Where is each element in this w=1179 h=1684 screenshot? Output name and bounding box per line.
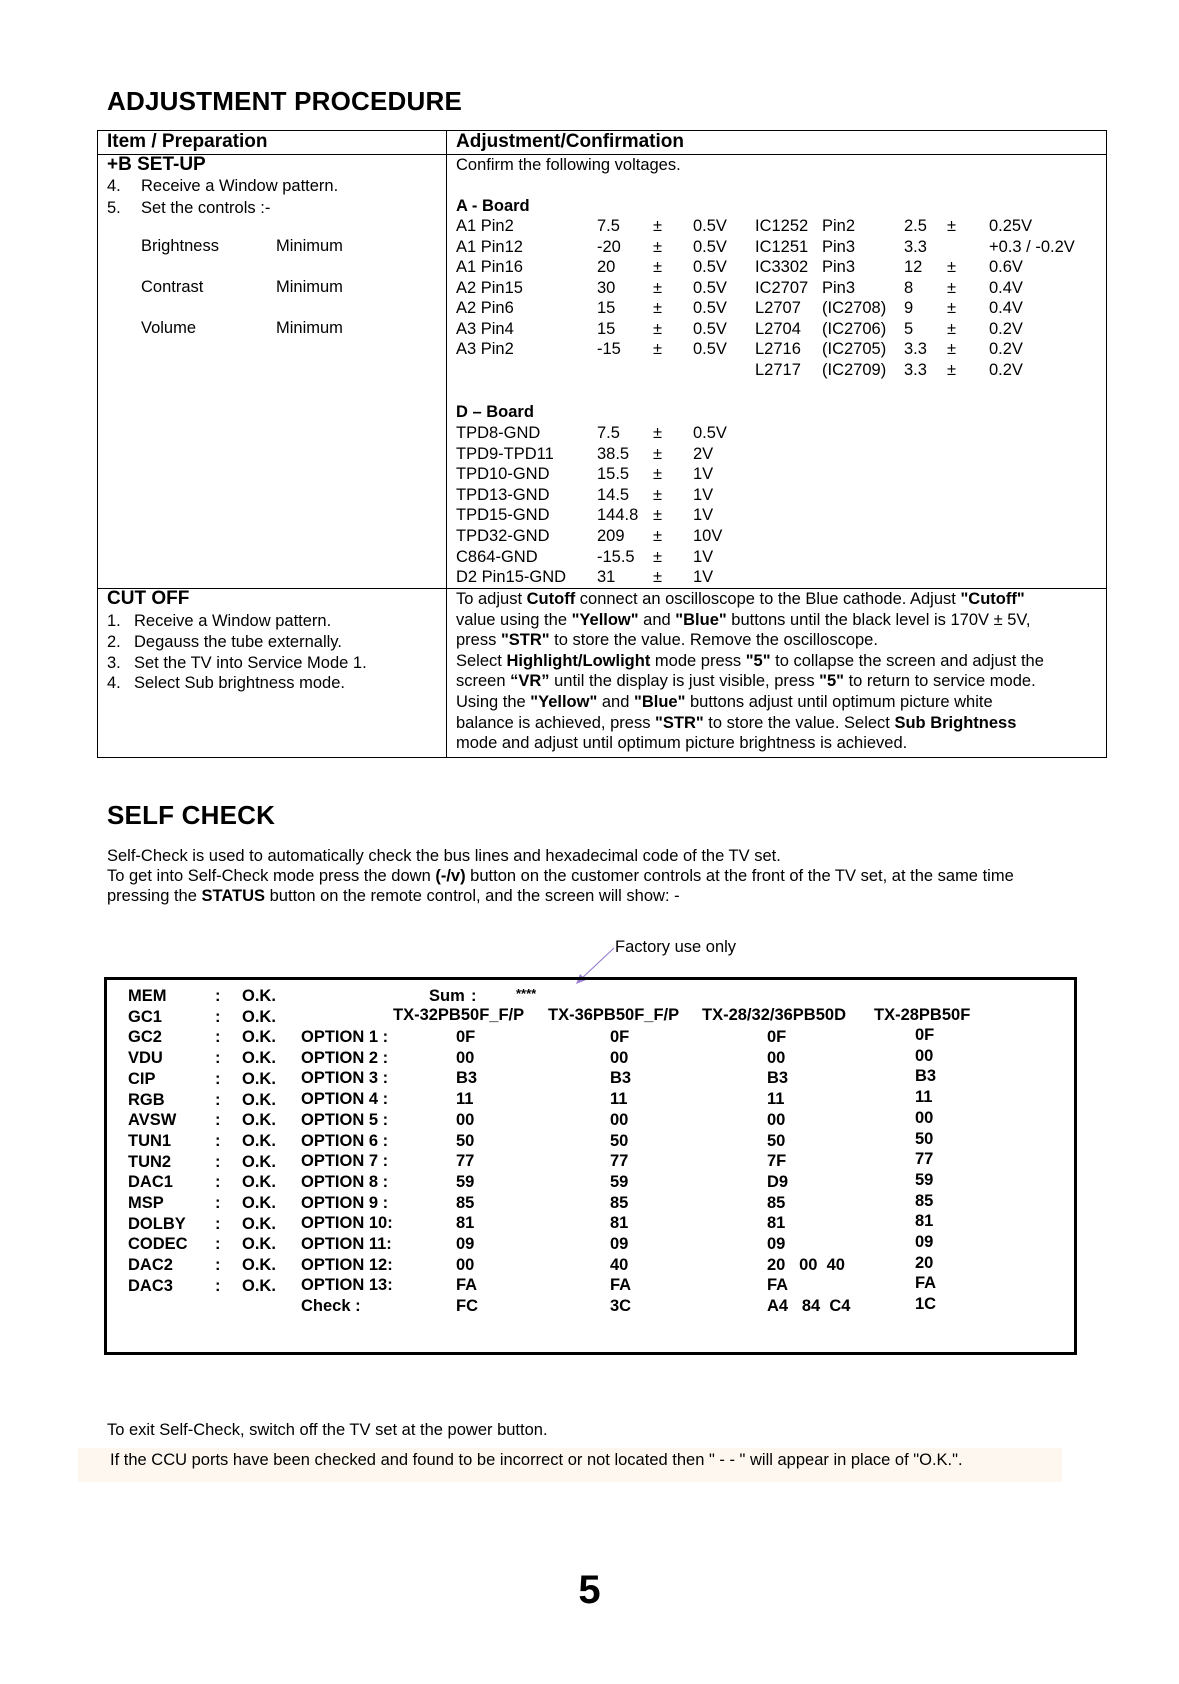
a-board-cell: ±: [653, 237, 663, 256]
option-label: OPTION 10:: [301, 1214, 393, 1233]
option-value: FA: [456, 1276, 478, 1295]
a-board-cell: 12: [904, 258, 923, 276]
adjustment-table: [97, 130, 1107, 758]
control-name: Contrast: [141, 278, 204, 296]
option-value: 50: [915, 1129, 934, 1148]
bus-name: CIP: [128, 1069, 156, 1088]
option-label: OPTION 13:: [301, 1276, 393, 1295]
body-text: to store the value. Remove the oscilloscope.: [549, 631, 878, 650]
d-board-cell: C864-GND: [456, 547, 538, 566]
control-value: Minimum: [276, 319, 343, 337]
d-board-cell: 38.5: [597, 444, 630, 463]
bus-status: O.K.: [242, 1090, 276, 1109]
a-board-cell: 7.5: [597, 217, 620, 235]
option-value: 09: [915, 1233, 934, 1251]
a-board-cell: A1 Pin12: [456, 237, 523, 256]
option-value: 59: [610, 1172, 629, 1191]
a-board-cell: Pin3: [822, 278, 856, 297]
option-value: 09: [456, 1235, 475, 1253]
option-value: 00: [456, 1110, 475, 1129]
page-number: 5: [578, 1568, 601, 1612]
bus-colon: :: [215, 1173, 221, 1192]
body-text: Select: [456, 651, 507, 670]
a-board-cell: ±: [947, 217, 957, 235]
a-board-cell: 3.3: [904, 360, 927, 379]
option-value: 81: [915, 1212, 934, 1231]
a-board-cell: -20: [597, 237, 621, 256]
step-text: Receive a Window pattern.: [141, 177, 339, 195]
a-board-cell: ±: [653, 319, 663, 338]
step-number: 3.: [107, 653, 121, 672]
step-number: 5.: [107, 199, 121, 217]
a-board-cell: L2717: [755, 360, 801, 379]
option-label: OPTION 4 :: [301, 1090, 389, 1109]
d-board-cell: TPD9-TPD11: [456, 444, 554, 463]
body-text: Using the: [456, 693, 531, 711]
emphasis-text: “VR”: [510, 672, 550, 691]
a-board-cell: 0.5V: [693, 258, 727, 276]
a-board-cell: 0.5V: [693, 217, 727, 235]
body-text: To adjust: [456, 590, 527, 608]
d-board-cell: TPD10-GND: [456, 465, 550, 484]
option-label: OPTION 2 :: [301, 1048, 389, 1067]
a-board-cell: +0.3 / -0.2V: [989, 237, 1075, 256]
bus-colon: :: [215, 987, 221, 1005]
a-board-cell: IC2707: [755, 278, 809, 297]
d-board-cell: ±: [653, 444, 663, 463]
step-number: 1.: [107, 612, 121, 630]
a-board-cell: ±: [947, 319, 957, 338]
a-board-cell: 15: [597, 299, 616, 317]
option-value: FA: [915, 1274, 937, 1293]
option-value: 00: [610, 1110, 629, 1129]
bus-name: MSP: [128, 1194, 164, 1212]
a-board-cell: 0.5V: [693, 319, 727, 338]
column-header-item: Item / Preparation: [107, 131, 268, 152]
bus-status: O.K.: [242, 1276, 276, 1295]
d-board-cell: 10V: [693, 527, 723, 545]
a-board-cell: 9: [904, 299, 914, 317]
sum-value: ****: [516, 986, 537, 1001]
cutoff-line: [456, 692, 993, 712]
a-board-cell: A3 Pin2: [456, 340, 514, 358]
option-value: 0F: [456, 1028, 476, 1046]
bus-name: TUN1: [128, 1131, 172, 1150]
bus-name: GC2: [128, 1028, 162, 1047]
d-board-cell: ±: [653, 547, 663, 566]
bus-colon: :: [215, 1276, 221, 1295]
d-board-cell: ±: [653, 465, 663, 484]
a-board-cell: A2 Pin15: [456, 278, 523, 297]
a-board-cell: ±: [947, 360, 957, 379]
bus-name: TUN2: [128, 1152, 172, 1171]
a-board-cell: 2.5: [904, 217, 927, 235]
emphasis-text: "STR": [655, 713, 704, 732]
option-value: 09: [767, 1235, 786, 1253]
cutoff-line: [456, 713, 1016, 733]
a-board-cell: ±: [653, 217, 663, 235]
bus-name: DAC3: [128, 1276, 173, 1295]
a-board-cell: A3 Pin4: [456, 319, 514, 338]
option-value: 00: [767, 1110, 786, 1129]
d-board-cell: 7.5: [597, 424, 620, 442]
d-board-cell: 1V: [693, 547, 714, 566]
intro-line-2: To get into Self-Check mode press the down (-/v) button on the customer controls at the front of the TV set, at the same time: [107, 867, 1014, 885]
bus-colon: :: [215, 1049, 221, 1068]
bus-colon: :: [215, 1152, 221, 1171]
model-header: TX-28PB50F: [874, 1006, 971, 1024]
a-board-cell: Pin2: [822, 217, 856, 235]
body-text: screen: [456, 672, 511, 691]
bus-name: RGB: [128, 1090, 165, 1109]
a-board-cell: (IC2709): [822, 360, 887, 379]
emphasis-text: Sub Brightness: [894, 713, 1017, 732]
option-value: B3: [456, 1069, 478, 1088]
a-board-cell: 0.25V: [989, 217, 1033, 235]
bus-colon: :: [215, 1090, 221, 1109]
model-header: TX-32PB50F_F/P: [393, 1006, 525, 1024]
option-value: 3C: [610, 1297, 632, 1316]
option-value: 85: [456, 1193, 475, 1212]
d-board-cell: ±: [653, 424, 663, 442]
option-value: 0F: [767, 1028, 787, 1046]
option-value: A4 84 C4: [767, 1297, 851, 1316]
a-board-cell: IC3302: [755, 258, 809, 276]
option-label: OPTION 12:: [301, 1255, 393, 1274]
d-board-cell: 15.5: [597, 465, 630, 484]
bus-status: O.K.: [242, 1028, 276, 1047]
d-board-cell: ±: [653, 527, 663, 545]
option-value: 81: [767, 1214, 786, 1233]
bus-name: DAC1: [128, 1173, 173, 1192]
a-board-cell: 0.5V: [693, 340, 727, 358]
bus-colon: :: [215, 1194, 221, 1212]
emphasis-text: "5": [819, 672, 844, 691]
body-text: until the display is just visible, press: [549, 672, 820, 691]
option-label: OPTION 11:: [301, 1235, 392, 1253]
option-label: OPTION 9 :: [301, 1193, 389, 1212]
d-board-cell: TPD15-GND: [456, 506, 550, 525]
option-value: 00: [915, 1046, 934, 1065]
a-board-cell: ±: [653, 258, 663, 276]
a-board-cell: 0.5V: [693, 278, 727, 297]
bus-status: O.K.: [242, 1235, 276, 1254]
intro-line-1: Self-Check is used to automatically check the bus lines and hexadecimal code of the TV set.: [107, 847, 781, 865]
bus-name: GC1: [128, 1007, 162, 1026]
cutoff-line: [456, 610, 1031, 630]
d-board-cell: 1V: [693, 485, 714, 504]
option-label: OPTION 5 :: [301, 1110, 389, 1129]
a-board-cell: 8: [904, 278, 914, 297]
cutoff-heading: CUT OFF: [107, 588, 190, 609]
d-board-cell: TPD13-GND: [456, 485, 550, 504]
bus-status: O.K.: [242, 1214, 276, 1233]
cutoff-line: [456, 589, 1025, 609]
exit-note: To exit Self-Check, switch off the TV set at the power button.: [107, 1421, 548, 1439]
body-text: mode press: [650, 651, 746, 670]
option-label: Check :: [301, 1297, 361, 1316]
a-board-cell: ±: [947, 299, 957, 317]
a-board-cell: A2 Pin6: [456, 299, 514, 317]
bus-colon: :: [215, 1069, 221, 1088]
option-label: OPTION 7 :: [301, 1152, 389, 1171]
control-name: Volume: [141, 319, 197, 337]
d-board-cell: TPD8-GND: [456, 424, 541, 442]
option-value: 00: [456, 1048, 475, 1067]
body-text: press: [456, 631, 501, 650]
emphasis-text: "Blue": [675, 610, 727, 629]
step-text: Degauss the tube externally.: [134, 632, 342, 651]
a-board-cell: 0.4V: [989, 299, 1023, 317]
a-board-cell: (IC2706): [822, 319, 887, 338]
a-board-cell: 30: [597, 278, 616, 297]
column-divider: [446, 131, 447, 757]
a-board-cell: (IC2708): [822, 299, 887, 317]
d-board-cell: ±: [653, 485, 663, 504]
bus-name: DOLBY: [128, 1214, 186, 1233]
bus-colon: :: [215, 1111, 221, 1130]
option-value: 0F: [610, 1028, 630, 1046]
emphasis-text: "Yellow": [571, 610, 639, 629]
control-value: Minimum: [276, 278, 343, 296]
a-board-cell: L2707: [755, 299, 801, 317]
option-value: 59: [456, 1172, 475, 1191]
option-value: 59: [915, 1170, 934, 1189]
self-check-screen: [104, 977, 1077, 1355]
bus-colon: :: [215, 1007, 221, 1026]
a-board-cell: 0.5V: [693, 299, 727, 317]
cutoff-line: [456, 671, 1036, 691]
a-board-cell: (IC2705): [822, 340, 887, 358]
body-text: balance is achieved, press: [456, 713, 656, 732]
a-board-cell: ±: [653, 278, 663, 297]
a-board-cell: ±: [947, 278, 957, 297]
a-board-cell: 0.5V: [693, 237, 727, 256]
a-board-cell: ±: [947, 258, 957, 276]
emphasis-text: "5": [745, 651, 771, 670]
body-text: to store the value. Select: [703, 713, 895, 732]
option-value: 50: [767, 1131, 786, 1150]
body-text: buttons until the black level is 170V ± 5V,: [726, 610, 1031, 629]
bus-colon: :: [215, 1256, 221, 1275]
model-header: TX-36PB50F_F/P: [548, 1006, 680, 1024]
body-text: value using the: [456, 610, 572, 629]
a-board-cell: L2716: [755, 340, 801, 358]
intro-line-3: pressing the STATUS button on the remote control, and the screen will show: -: [107, 887, 680, 905]
bus-name: AVSW: [128, 1111, 177, 1130]
emphasis-text: "Yellow": [530, 693, 598, 711]
step-text: Receive a Window pattern.: [134, 612, 332, 630]
option-value: 11: [767, 1090, 785, 1109]
option-value: B3: [610, 1069, 632, 1088]
bus-status: O.K.: [242, 1007, 276, 1026]
d-board-cell: 1V: [693, 506, 714, 525]
d-board-cell: ±: [653, 568, 663, 587]
bus-status: O.K.: [242, 1049, 276, 1068]
option-value: 50: [456, 1131, 475, 1150]
option-value: 77: [610, 1152, 629, 1171]
step-text: Select Sub brightness mode.: [134, 674, 345, 693]
a-board-cell: A1 Pin2: [456, 217, 514, 235]
ccu-note: If the CCU ports have been checked and found to be incorrect or not located then " - - " will appear in place of "O.K.".: [110, 1451, 963, 1469]
bus-colon: :: [215, 1214, 221, 1233]
d-board-cell: 144.8: [597, 506, 639, 525]
control-value: Minimum: [276, 237, 343, 255]
step-number: 4.: [107, 674, 121, 693]
self-check-title: SELF CHECK: [107, 800, 276, 830]
option-value: 7F: [767, 1152, 787, 1171]
step-number: 4.: [107, 177, 121, 195]
a-board-cell: Pin3: [822, 237, 856, 256]
bus-status: O.K.: [242, 1131, 276, 1150]
a-board-cell: A1 Pin16: [456, 258, 523, 276]
model-header: TX-28/32/36PB50D: [702, 1006, 846, 1024]
a-board-cell: -15: [597, 340, 621, 358]
bus-status: O.K.: [242, 1152, 276, 1171]
a-board-cell: 3.3: [904, 237, 927, 256]
body-text: connect an oscilloscope to the Blue cathode. Adjust: [575, 590, 961, 608]
bus-status: O.K.: [242, 1111, 276, 1130]
a-board-cell: ±: [653, 340, 663, 358]
bus-colon: :: [215, 1131, 221, 1150]
option-value: 85: [610, 1193, 629, 1212]
bus-name: VDU: [128, 1049, 163, 1068]
option-value: 85: [767, 1193, 786, 1212]
option-value: FA: [767, 1276, 789, 1295]
body-text: and: [638, 610, 676, 629]
option-value: 81: [456, 1214, 475, 1233]
d-board-heading: D – Board: [456, 403, 534, 421]
a-board-cell: Pin3: [822, 258, 856, 276]
option-value: 00: [767, 1048, 786, 1067]
control-name: Brightness: [141, 237, 219, 255]
a-board-cell: 5: [904, 319, 914, 338]
d-board-cell: 14.5: [597, 485, 630, 504]
option-value: 11: [456, 1090, 474, 1109]
bset-heading: +B SET-UP: [107, 154, 206, 175]
body-text: to return to service mode.: [843, 672, 1036, 691]
option-value: 00: [915, 1108, 934, 1127]
a-board-cell: 0.6V: [989, 258, 1023, 276]
d-board-cell: 31: [597, 568, 616, 587]
option-value: 20 00 40: [767, 1255, 845, 1274]
option-value: 40: [610, 1255, 629, 1274]
option-value: FA: [610, 1276, 632, 1295]
cutoff-line: [456, 733, 907, 753]
a-board-cell: ±: [653, 299, 663, 317]
option-label: OPTION 8 :: [301, 1172, 389, 1191]
option-value: 85: [915, 1191, 934, 1210]
option-value: FC: [456, 1297, 478, 1316]
option-value: 00: [610, 1048, 629, 1067]
a-board-cell: 0.4V: [989, 278, 1023, 297]
step-text: Set the TV into Service Mode 1.: [134, 653, 367, 672]
bus-status: O.K.: [242, 1069, 276, 1088]
a-board-cell: L2704: [755, 319, 801, 338]
bus-colon: :: [215, 1235, 221, 1254]
option-value: 81: [610, 1214, 629, 1233]
column-header-adjustment: Adjustment/Confirmation: [456, 131, 684, 152]
factory-use-note: Factory use only: [615, 938, 737, 956]
d-board-cell: D2 Pin15-GND: [456, 568, 567, 587]
option-value: 77: [915, 1150, 934, 1169]
option-label: OPTION 1 :: [301, 1028, 389, 1046]
emphasis-text: Highlight/Lowlight: [506, 651, 651, 670]
emphasis-text: "Cutoff": [960, 590, 1025, 608]
option-value: D9: [767, 1172, 789, 1191]
option-value: 77: [456, 1152, 475, 1171]
sum-label: Sum: [429, 987, 465, 1005]
d-board-cell: 209: [597, 527, 625, 545]
bus-name: DAC2: [128, 1256, 173, 1275]
d-board-cell: 1V: [693, 465, 714, 484]
d-board-cell: -15.5: [597, 547, 635, 566]
d-board-cell: 1V: [693, 568, 714, 587]
body-text: to collapse the screen and adjust the: [770, 651, 1044, 670]
option-value: B3: [767, 1069, 789, 1088]
option-value: 11: [915, 1088, 933, 1107]
option-value: 50: [610, 1131, 629, 1150]
step-number: 2.: [107, 632, 121, 651]
a-board-cell: 0.2V: [989, 319, 1023, 338]
a-board-cell: ±: [947, 340, 957, 358]
bus-status: O.K.: [242, 1173, 276, 1192]
d-board-cell: ±: [653, 506, 663, 525]
option-value: 11: [610, 1090, 628, 1109]
bus-colon: :: [215, 1028, 221, 1047]
bus-status: O.K.: [242, 1194, 276, 1212]
a-board-heading: A - Board: [456, 197, 530, 215]
emphasis-text: Cutoff: [526, 590, 576, 608]
body-text: mode and adjust until optimum picture brightness is achieved.: [456, 734, 908, 753]
cutoff-line: [456, 630, 878, 650]
a-board-cell: IC1252: [755, 217, 809, 235]
body-text: buttons adjust until optimum picture white: [685, 693, 993, 711]
option-label: OPTION 6 :: [301, 1131, 389, 1150]
bus-name: CODEC: [128, 1235, 188, 1254]
option-value: 20: [915, 1253, 934, 1272]
a-board-cell: 0.2V: [989, 360, 1023, 379]
bus-status: O.K.: [242, 987, 276, 1005]
adjustment-title: ADJUSTMENT PROCEDURE: [107, 86, 463, 116]
d-board-cell: 0.5V: [693, 424, 727, 442]
option-value: B3: [915, 1067, 937, 1086]
step-text: Set the controls :-: [141, 199, 271, 217]
confirm-text: Confirm the following voltages.: [456, 156, 681, 174]
option-value: 00: [456, 1255, 475, 1274]
d-board-cell: TPD32-GND: [456, 527, 550, 545]
option-label: OPTION 3 :: [301, 1069, 389, 1088]
option-value: 1C: [915, 1295, 937, 1314]
a-board-cell: 20: [597, 258, 616, 276]
emphasis-text: "STR": [500, 631, 550, 650]
emphasis-text: "Blue": [634, 693, 686, 711]
a-board-cell: IC1251: [755, 237, 809, 256]
d-board-cell: 2V: [693, 444, 714, 463]
option-value: 0F: [915, 1026, 935, 1044]
a-board-cell: 3.3: [904, 340, 927, 358]
body-text: and: [597, 693, 634, 711]
option-value: 09: [610, 1235, 629, 1253]
bus-name: MEM: [128, 987, 167, 1005]
bus-status: O.K.: [242, 1256, 276, 1275]
a-board-cell: 15: [597, 319, 616, 338]
sum-colon: :: [471, 987, 477, 1005]
a-board-cell: 0.2V: [989, 340, 1023, 358]
cutoff-line: [456, 651, 1044, 671]
